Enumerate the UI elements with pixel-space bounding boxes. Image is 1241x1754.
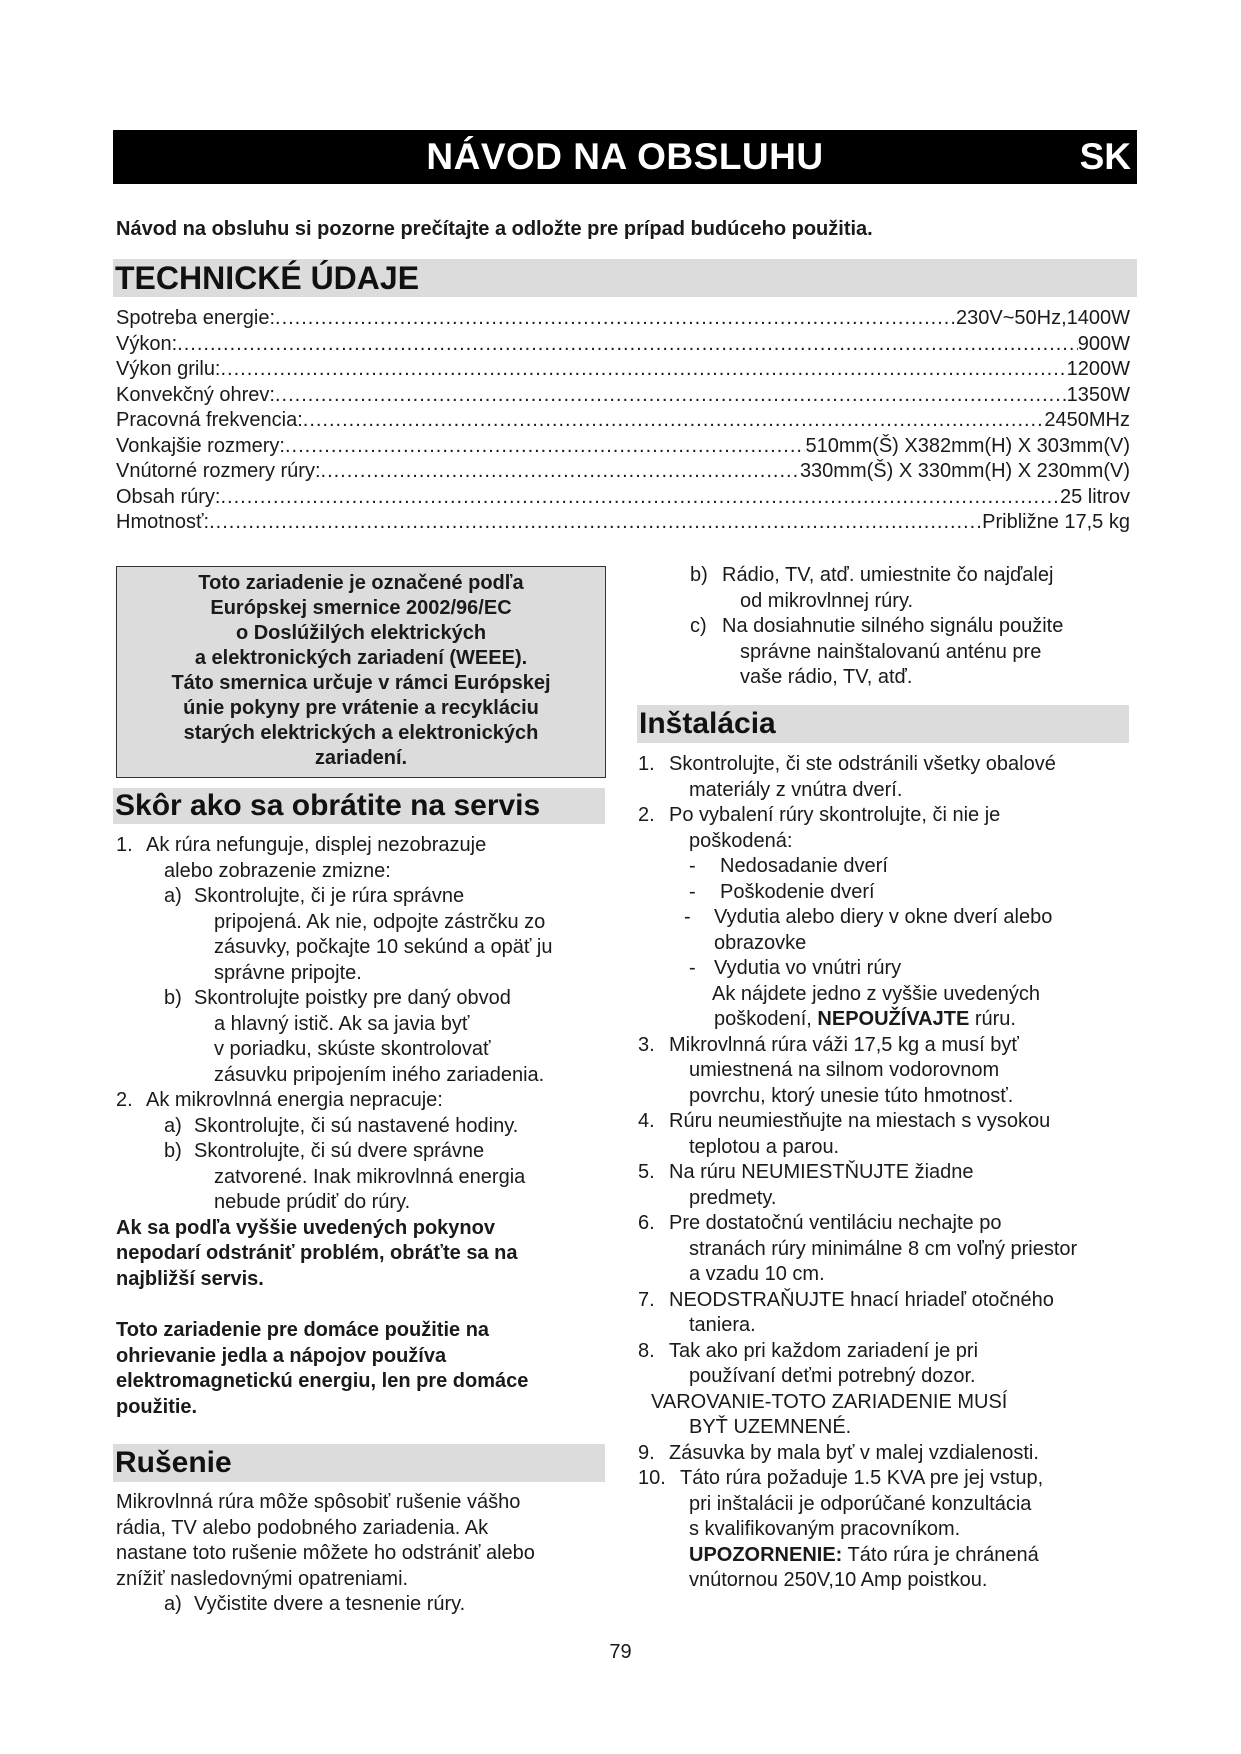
- ground-warning: VAROVANIE-TOTO ZARIADENIE MUSÍ: [651, 1390, 1008, 1413]
- spec-value: 510mm(Š) X382mm(H) X 303mm(V): [805, 434, 1130, 457]
- spec-row: [116, 434, 1130, 460]
- spec-list: [116, 306, 1130, 536]
- dash-item: - Vydutia vo vnútri rúry: [689, 957, 902, 979]
- list-item-cont: predmety.: [689, 1186, 777, 1209]
- spec-row: [116, 510, 1130, 536]
- title-bar: [113, 130, 1137, 184]
- list-item-cont: používaní deťmi potrebný dozor.: [689, 1365, 976, 1387]
- spec-label: Spotreba energie:: [116, 307, 276, 329]
- list-item: a) Skontrolujte, či sú nastavené hodiny.: [164, 1114, 519, 1137]
- list-item-cont: s kvalifikovaným pracovníkom.: [689, 1518, 961, 1540]
- weee-notice-box: [116, 566, 606, 778]
- damage-note: Ak nájdete jedno z vyššie uvedených: [712, 982, 1040, 1005]
- paragraph-line: Mikrovlnná rúra môže spôsobiť rušenie vášho: [116, 1491, 521, 1513]
- spec-row: [116, 459, 1130, 485]
- spec-label: Pracovná frekvencia:: [116, 409, 303, 431]
- list-item: 3. Mikrovlnná rúra váži 17,5 kg a musí byť: [638, 1033, 1019, 1056]
- list-item-cont: vaše rádio, TV, atď.: [740, 666, 913, 688]
- list-item-cont: alebo zobrazenie zmizne:: [164, 859, 391, 882]
- list-item: 6. Pre dostatočnú ventiláciu nechajte po: [638, 1212, 1002, 1234]
- ground-warning: BYŤ UZEMNENÉ.: [689, 1416, 852, 1438]
- spec-label: Vonkajšie rozmery:: [116, 434, 285, 457]
- spec-row: [116, 306, 1130, 332]
- interference-text: [116, 1490, 616, 1618]
- list-item-cont: pripojená. Ak nie, odpojte zástrčku zo: [214, 910, 546, 933]
- list-item: 8. Tak ako pri každom zariadení je pri: [638, 1339, 979, 1362]
- weee-line: a elektronických zariadení (WEEE).: [194, 647, 528, 669]
- list-item: 7. NEODSTRAŇUJTE hnací hriadeľ otočného: [638, 1288, 1054, 1311]
- list-item-cont: nebude prúdiť do rúry.: [214, 1191, 411, 1213]
- weee-line: Táto smernica určuje v rámci Európskej: [171, 672, 551, 694]
- spec-value: 230V~50Hz,1400W: [955, 307, 1130, 329]
- list-item: a) Vyčistite dvere a tesnenie rúry.: [164, 1593, 466, 1615]
- list-item: b) Rádio, TV, atď. umiestnite čo najďalej: [690, 564, 1054, 586]
- spec-value: 1350W: [1066, 383, 1130, 406]
- list-item-cont: materiály z vnútra dverí.: [689, 778, 903, 801]
- list-item-cont: pri inštalácii je odporúčané konzultácia: [689, 1492, 1032, 1515]
- list-item: 1. Ak rúra nefunguje, displej nezobrazuje: [116, 834, 487, 856]
- caution-note: vnútornou 250V,10 Amp poistkou.: [689, 1569, 988, 1591]
- weee-line: o Doslúžilých elektrických: [235, 622, 487, 644]
- weee-line: Európskej smernice 2002/96/EC: [210, 597, 512, 619]
- list-item-cont: zatvorené. Inak mikrovlnná energia: [214, 1165, 526, 1188]
- list-item-cont: poškodená:: [689, 829, 793, 852]
- spec-value: 1200W: [1066, 358, 1130, 380]
- spec-value: 330mm(Š) X 330mm(H) X 230mm(V): [799, 460, 1130, 482]
- dash-item: - Poškodenie dverí: [689, 880, 875, 903]
- caution-note: UPOZORNENIE: Táto rúra je chránená: [689, 1543, 1039, 1566]
- list-item: 4. Rúru neumiestňujte na miestach s vysokou: [638, 1110, 1051, 1132]
- install-heading: Inštalácia: [637, 705, 1129, 743]
- language-code: SK: [1079, 136, 1131, 177]
- list-item-cont: umiestnená na silnom vodorovnom: [689, 1059, 1000, 1081]
- list-item-cont: správne nainštalovanú anténu pre: [740, 640, 1042, 663]
- list-item-cont: a hlavný istič. Ak sa javia byť: [214, 1012, 470, 1035]
- spec-value: 900W: [1077, 332, 1130, 355]
- paragraph-line: rádia, TV alebo podobného zariadenia. Ak: [116, 1516, 489, 1539]
- list-item: 2. Ak mikrovlnná energia nepracuje:: [116, 1089, 443, 1111]
- list-item-cont: od mikrovlnnej rúry.: [740, 589, 914, 612]
- list-item: 5. Na rúru NEUMIESTŇUJTE žiadne: [638, 1161, 974, 1183]
- weee-line: zariadení.: [314, 747, 408, 769]
- spec-label: Hmotnosť:: [116, 511, 210, 533]
- spec-label: Konvekčný ohrev:: [116, 383, 275, 406]
- dash-item: - Vydutia alebo diery v okne dverí alebo: [684, 906, 1053, 928]
- list-item-cont: teplotou a parou.: [689, 1135, 840, 1158]
- list-item-cont: a vzadu 10 cm.: [689, 1263, 825, 1285]
- list-item-cont: obrazovke: [714, 931, 807, 954]
- list-item-cont: taniera.: [689, 1314, 756, 1336]
- service-heading: Skôr ako sa obrátite na servis: [113, 788, 605, 824]
- spec-row: [116, 485, 1130, 511]
- weee-line: únie pokyny pre vrátenie a recykláciu: [183, 697, 539, 719]
- spec-row: [116, 383, 1130, 409]
- paragraph-line: nastane toto rušenie môžete ho odstrániť alebo: [116, 1542, 535, 1564]
- paragraph-line: znížiť nasledovnými opatreniami.: [116, 1567, 409, 1590]
- list-item: 1. Skontrolujte, či ste odstránili všetky obalové: [638, 753, 1056, 775]
- list-item-cont: zásuvku pripojením iného zariadenia.: [214, 1063, 545, 1086]
- spec-value: Približne 17,5 kg: [982, 511, 1130, 533]
- list-item: 2. Po vybalení rúry skontrolujte, či nie je: [638, 804, 1001, 826]
- page-title: NÁVOD NA OBSLUHU: [426, 136, 824, 177]
- list-item: a) Skontrolujte, či je rúra správne: [164, 885, 465, 907]
- intro-text: Návod na obsluhu si pozorne prečítajte a odložte pre prípad budúceho použitia.: [116, 218, 873, 240]
- domestic-use-note: Toto zariadenie pre domáce použitie na ohrievanie jedla a nápojov používa elektromagnetickú energiu, len pre domáce použitie.: [116, 1319, 529, 1418]
- list-item: 9. Zásuvka by mala byť v malej vzdialenosti.: [638, 1441, 1039, 1464]
- spec-row: [116, 332, 1130, 358]
- list-item-cont: povrchu, ktorý unesie túto hmotnosť.: [689, 1084, 1014, 1107]
- spec-label: Obsah rúry:: [116, 485, 221, 508]
- interference-heading: Rušenie: [113, 1444, 605, 1482]
- page-number: 79: [609, 1641, 632, 1663]
- list-item: 10. Táto rúra požaduje 1.5 KVA pre jej vstup,: [638, 1467, 1044, 1489]
- spec-label: Výkon:: [116, 332, 178, 355]
- list-item: b) Skontrolujte poistky pre daný obvod: [164, 987, 511, 1009]
- spec-label: Výkon grilu:: [116, 358, 221, 380]
- list-item-cont: správne pripojte.: [214, 961, 362, 984]
- weee-line: starých elektrických a elektronických: [183, 722, 539, 744]
- list-item: b) Skontrolujte, či sú dvere správne: [164, 1140, 485, 1162]
- interference-continued: [690, 563, 1140, 691]
- dash-item: - Nedosadanie dverí: [689, 855, 888, 877]
- tech-heading: TECHNICKÉ ÚDAJE: [113, 259, 1137, 297]
- service-note: Ak sa podľa vyššie uvedených pokynov nepodarí odstrániť problém, obráťte sa na najbližší servis.: [116, 1216, 518, 1290]
- list-item-cont: zásuvky, počkajte 10 sekúnd a opäť ju: [214, 936, 553, 958]
- list-item-cont: v poriadku, skúste skontrolovať: [214, 1038, 491, 1060]
- list-item: c) Na dosiahnutie silného signálu použite: [690, 615, 1064, 637]
- spec-value: 2450MHz: [1044, 409, 1130, 431]
- service-list: [116, 833, 616, 1420]
- spec-label: Vnútorné rozmery rúry:: [116, 460, 321, 482]
- spec-row: [116, 357, 1130, 383]
- spec-row: [116, 408, 1130, 434]
- damage-note: poškodení, NEPOUŽÍVAJTE rúru.: [714, 1008, 1016, 1030]
- spec-value: 25 litrov: [1059, 485, 1130, 508]
- install-list: [638, 752, 1138, 1594]
- weee-line: Toto zariadenie je označené podľa: [198, 572, 524, 594]
- list-item-cont: stranách rúry minimálne 8 cm voľný priestor: [689, 1237, 1078, 1260]
